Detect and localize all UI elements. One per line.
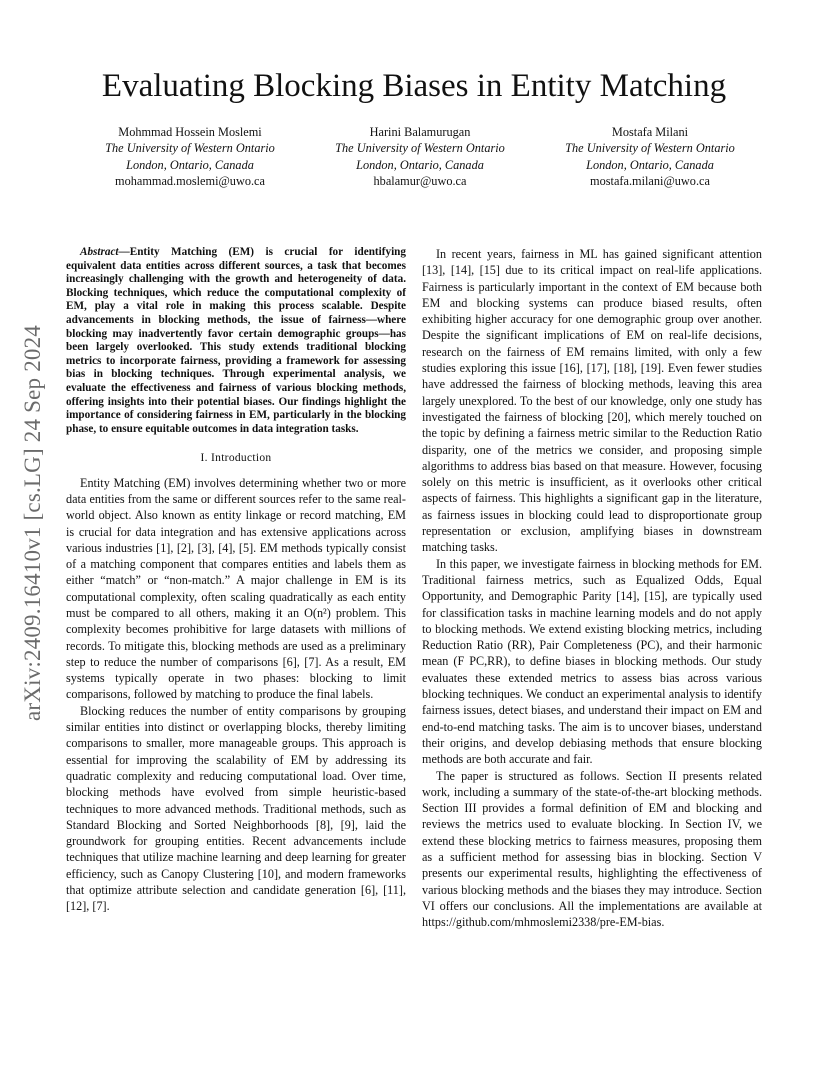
- section-heading: I. Introduction: [200, 452, 272, 465]
- author-email: mostafa.milani@uwo.ca: [590, 174, 710, 189]
- author-email: mohammad.moslemi@uwo.ca: [115, 174, 265, 189]
- author-1: [80, 124, 300, 190]
- paragraph: In this paper, we investigate fairness in blocking methods for EM. Traditional fairness metrics, such as Equalized Odds, Equal Opportunity, and Demographic Parity [14], [15], are typically used for classification tasks in machine learning models and do not apply to blocking methods. We extend existing blocking metrics, including Reduction Ratio (RR), Pair Completeness (PC), and their harmonic mean (F PC,RR), to define biases in blocking methods. Our study evaluates these extended metrics to assess bias across various blocking techniques. We conduct an experimental analysis to identify fairness issues, detect biases, and understand their impact on EM and end-to-end matching tasks. The aim is to uncover biases, understand their origins, and develop debiasing methods that ensure blocking methods are both accurate and fair.: [422, 556, 762, 767]
- author-email: hbalamur@uwo.ca: [373, 174, 467, 189]
- author-3: [540, 124, 760, 190]
- author-2: [310, 124, 530, 190]
- abstract-text: —Entity Matching (EM) is crucial for identifying equivalent data entities across different sources, a task that becomes increasingly challenging with the growth and heterogeneity of data. Blocking techniques, which reduce the computational complexity of EM, play a vital role in making this process scalable. Despite advancements in blocking methods, the issue of fairness—where blocking may inadvertently favor certain demographic groups—has been largely overlooked. This study extends traditional blocking metrics to incorporate fairness, providing a framework for assessing bias in blocking techniques. Through experimental analysis, we evaluate the effectiveness and fairness of various blocking methods, offering insights into their potential biases. Our findings highlight the importance of considering fairness in EM, particularly in the blocking phase, to ensure equitable outcomes in data integration tasks.: [66, 246, 406, 435]
- author-affiliation: The University of Western Ontario: [565, 141, 735, 156]
- left-column: [66, 246, 406, 915]
- author-name: Mohmmad Hossein Moslemi: [118, 125, 262, 139]
- right-column: [422, 246, 762, 930]
- paragraph: Entity Matching (EM) involves determining whether two or more data entities from the same or different sources refer to the same real-world object. Also known as entity linkage or record matching, EM is crucial for data integration and has extensive applications across various industries [1], [2], [3], [4], [5]. EM methods typically consist of a matching component that compares entities and labels them as either “match” or “non-match.” A major challenge in EM is its computational complexity, often scaling quadratically as each entity must be compared to all others, making it an O(n²) problem. This complexity becomes prohibitive for large datasets with millions of records. To mitigate this, blocking methods are used as a preliminary step to reduce the number of comparisons [6], [7]. As a result, EM systems typically operate in two phases: blocking to limit comparisons, followed by matching to produce the final labels.: [66, 475, 406, 702]
- author-name: Mostafa Milani: [611, 125, 689, 139]
- abstract: [66, 246, 406, 436]
- paragraph: Blocking reduces the number of entity comparisons by grouping similar entities into distinct or overlapping blocks, thereby limiting comparisons to smaller, more manageable groups. This approach is essential for improving the scalability of EM by addressing its quadratic complexity and reducing computational load. Over time, blocking methods have evolved from simple heuristic-based techniques to more advanced methods. Traditional methods, such as Standard Blocking and Sorted Neighborhoods [8], [9], laid the groundwork for grouping entities. Recent advancements include techniques that utilize machine learning and deep learning for greater efficiency, such as Canopy Clustering [10], and modern frameworks that optimize attribute selection and candidate generation [6], [11], [12], [7].: [66, 703, 406, 914]
- author-name: Harini Balamurugan: [369, 125, 471, 139]
- author-block: [80, 124, 760, 190]
- author-location: London, Ontario, Canada: [586, 157, 714, 172]
- author-affiliation: The University of Western Ontario: [335, 141, 505, 156]
- abstract-label: Abstract: [80, 246, 119, 258]
- author-location: London, Ontario, Canada: [356, 157, 484, 172]
- paper-title: Evaluating Blocking Biases in Entity Matching: [101, 68, 727, 104]
- author-location: London, Ontario, Canada: [126, 157, 254, 172]
- paragraph: In recent years, fairness in ML has gained significant attention [13], [14], [15] due to its critical impact on real-life applications. Fairness is particularly important in the context of EM because both EM and blocking systems can produce biased results, often exhibiting higher accuracy for one demographic group over another. Despite the significant implications of EM on real-life decisions, research on the fairness of EM remains limited, with only a few studies exploring this issue [16], [17], [18], [19]. Even fewer studies have addressed the fairness of blocking methods, leaving this area largely unexplored. To the best of our knowledge, only one study has investigated the fairness of blocking [20], which merely touched on the topic by defining a fairness metric similar to the Reduction Ratio disparity, one of the metrics we consider, and proposing simple algorithms to address bias based on that measure. However, focusing solely on this metric is insufficient, as it overlooks other critical aspects of fairness. This highlights a significant gap in the literature, as fairness issues in blocking could lead to disproportionate group representation or exclusion, amplifying biases in downstream matching tasks.: [422, 247, 762, 555]
- arxiv-identifier: arXiv:2409.16410v1 [cs.LG] 24 Sep 2024: [20, 325, 45, 721]
- paragraph: The paper is structured as follows. Section II presents related work, including a summary of the state-of-the-art blocking methods. Section III provides a formal definition of EM and blocking and reviews the metrics used to evaluate blocking. In Section IV, we extend these blocking metrics to fairness measures, proposing them as a sufficient method for assessing bias in blocking. Section V presents our experimental results, highlighting the effectiveness of various blocking methods and the biases they may introduce. Section VI offers our conclusions. All the implementations are available at https://github.com/mhmoslemi2338/pre-EM-bias.: [422, 768, 762, 930]
- author-affiliation: The University of Western Ontario: [105, 141, 275, 156]
